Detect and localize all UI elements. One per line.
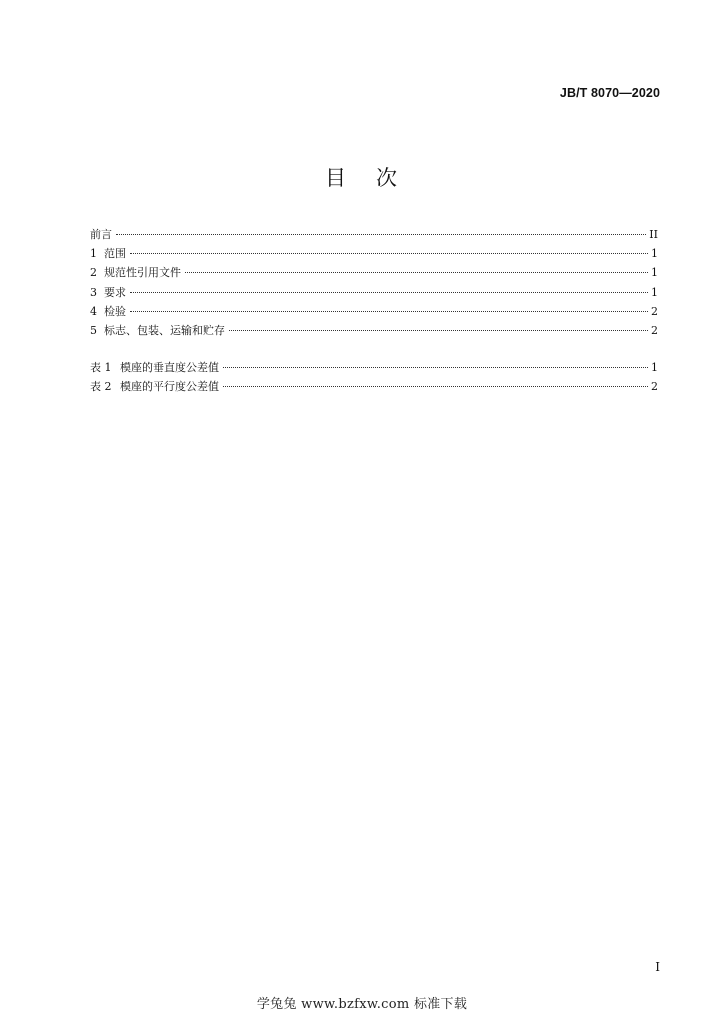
- table-list: [90, 358, 658, 396]
- dot-leader: [130, 253, 648, 254]
- table-entry-label: 模座的垂直度公差值: [120, 361, 219, 374]
- dot-leader: [130, 311, 648, 312]
- toc-entry-normative-references[interactable]: [90, 263, 658, 282]
- dot-leader: [130, 292, 648, 293]
- table-entry-2[interactable]: [90, 377, 658, 396]
- toc-entry-label: 检验: [104, 304, 126, 318]
- document-code: JB/T 8070—2020: [559, 86, 660, 100]
- toc-entry-page: 1: [651, 266, 658, 280]
- toc-title: [0, 162, 724, 192]
- table-entry-1[interactable]: [90, 358, 658, 377]
- toc-list: [90, 225, 658, 340]
- toc-title-part2: 次: [376, 166, 399, 190]
- page-number: I: [655, 960, 660, 974]
- table-entry-page: 1: [651, 361, 658, 374]
- table-entry-number: 表 1: [90, 361, 112, 374]
- toc-entry-page: 1: [651, 285, 658, 299]
- table-entry-number: 表 2: [90, 380, 112, 394]
- toc-entry-number: 5: [90, 323, 97, 337]
- toc-entry-label: 要求: [104, 285, 126, 299]
- toc-entry-number: 1: [90, 247, 97, 261]
- toc-entry-page: 1: [651, 247, 658, 261]
- toc-entry-label: 前言: [90, 228, 112, 241]
- dot-leader: [223, 367, 648, 368]
- toc-entry-page: II: [649, 228, 658, 241]
- toc-entry-number: 4: [90, 304, 97, 318]
- toc-entry-page: 2: [651, 323, 658, 337]
- toc-entry-number: 3: [90, 285, 97, 299]
- dot-leader: [116, 234, 646, 235]
- table-entry-label: 模座的平行度公差值: [120, 380, 219, 394]
- dot-leader: [223, 386, 648, 387]
- toc-entry-page: 2: [651, 304, 658, 318]
- toc-entry-requirements[interactable]: [90, 283, 658, 302]
- toc-entry-foreword[interactable]: [90, 225, 658, 244]
- toc-entry-label: 范围: [104, 247, 126, 261]
- toc-entry-label: 规范性引用文件: [104, 266, 181, 280]
- dot-leader: [229, 330, 648, 331]
- dot-leader: [185, 272, 648, 273]
- toc-entry-scope[interactable]: [90, 244, 658, 263]
- toc-entry-label: 标志、包装、运输和贮存: [104, 323, 225, 337]
- table-entry-page: 2: [651, 380, 658, 394]
- toc-title-part1: 目: [325, 166, 348, 190]
- toc-entry-inspection[interactable]: [90, 302, 658, 321]
- toc-entry-marking-packaging[interactable]: [90, 321, 658, 340]
- watermark-text: 学兔兔 www.bzfxw.com 标准下载: [256, 997, 468, 1012]
- toc-entry-number: 2: [90, 266, 97, 280]
